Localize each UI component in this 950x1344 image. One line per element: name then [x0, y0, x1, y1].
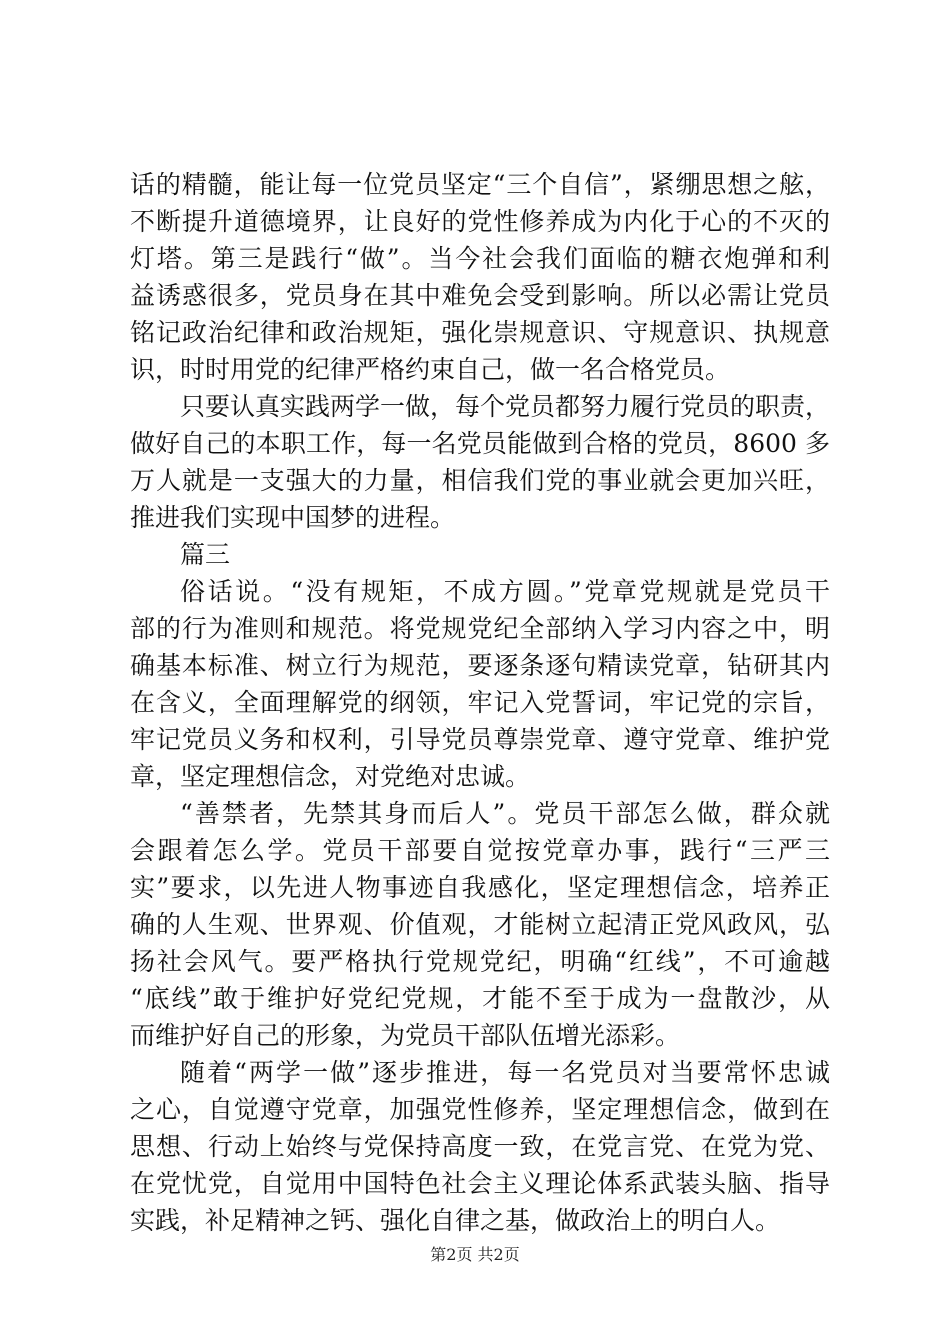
text-line: “底线”敢于维护好党纪党规，才能不至于成为一盘散沙，从 — [130, 984, 830, 1013]
paragraph-start-line: 只要认真实践两学一做，每个党员都努力履行党员的职责， — [180, 392, 831, 421]
text-line: 做好自己的本职工作，每一名党员能做到合格的党员，8600 多 — [130, 429, 830, 458]
section-heading: 篇三 — [180, 540, 231, 569]
paragraph-start-line: “善禁者，先禁其身而后人”。党员干部怎么做，群众就 — [180, 799, 830, 828]
text-line: 不断提升道德境界，让良好的党性修养成为内化于心的不灭的 — [130, 207, 830, 236]
text-line: 而维护好自己的形象，为党员干部队伍增光添彩。 — [130, 1021, 681, 1050]
text-line: 识，时时用党的纪律严格约束自己，做一名合格党员。 — [130, 355, 731, 384]
text-line: 实践，补足精神之钙、强化自律之基，做政治上的明白人。 — [130, 1206, 781, 1235]
text-line: 章，坚定理想信念，对党绝对忠诚。 — [130, 762, 531, 791]
text-line: 确基本标准、树立行为规范，要逐条逐句精读党章，钻研其内 — [130, 651, 830, 680]
text-line: 之心，自觉遵守党章，加强党性修养，坚定理想信念，做到在 — [130, 1095, 830, 1124]
text-line: 实”要求，以先进人物事迹自我感化，坚定理想信念，培养正 — [130, 873, 830, 902]
text-line: 话的精髓，能让每一位党员坚定“三个自信”，紧绷思想之舷， — [130, 170, 830, 199]
text-line: 扬社会风气。要严格执行党规党纪，明确“红线”，不可逾越 — [130, 947, 830, 976]
text-line: 万人就是一支强大的力量，相信我们党的事业就会更加兴旺， — [130, 466, 830, 495]
page-footer: 第2页 共2页 — [430, 1245, 520, 1264]
text-line: 推进我们实现中国梦的进程。 — [130, 503, 456, 532]
text-line: 确的人生观、世界观、价值观，才能树立起清正党风政风，弘 — [130, 910, 830, 939]
paragraph-start-line: 随着“两学一做”逐步推进，每一名党员对当要常怀忠诚 — [180, 1058, 830, 1087]
text-line: 在党忧党，自觉用中国特色社会主义理论体系武装头脑、指导 — [130, 1169, 830, 1198]
text-line: 思想、行动上始终与党保持高度一致，在党言党、在党为党、 — [130, 1132, 830, 1161]
text-line: 牢记党员义务和权利，引导党员尊崇党章、遵守党章、维护党 — [130, 725, 830, 754]
text-line: 灯塔。第三是践行“做”。当今社会我们面临的糖衣炮弹和利 — [130, 244, 830, 273]
text-line: 部的行为准则和规范。将党规党纪全部纳入学习内容之中，明 — [130, 614, 830, 643]
body-text — [130, 166, 830, 1239]
paragraph-start-line: 俗话说。“没有规矩，不成方圆。”党章党规就是党员干 — [180, 577, 830, 606]
text-line: 铭记政治纪律和政治规矩，强化崇规意识、守规意识、执规意 — [130, 318, 830, 347]
text-line: 益诱惑很多，党员身在其中难免会受到影响。所以必需让党员 — [130, 281, 830, 310]
text-line: 在含义，全面理解党的纲领，牢记入党誓词，牢记党的宗旨， — [130, 688, 830, 717]
text-line: 会跟着怎么学。党员干部要自觉按党章办事，践行“三严三 — [130, 836, 830, 865]
